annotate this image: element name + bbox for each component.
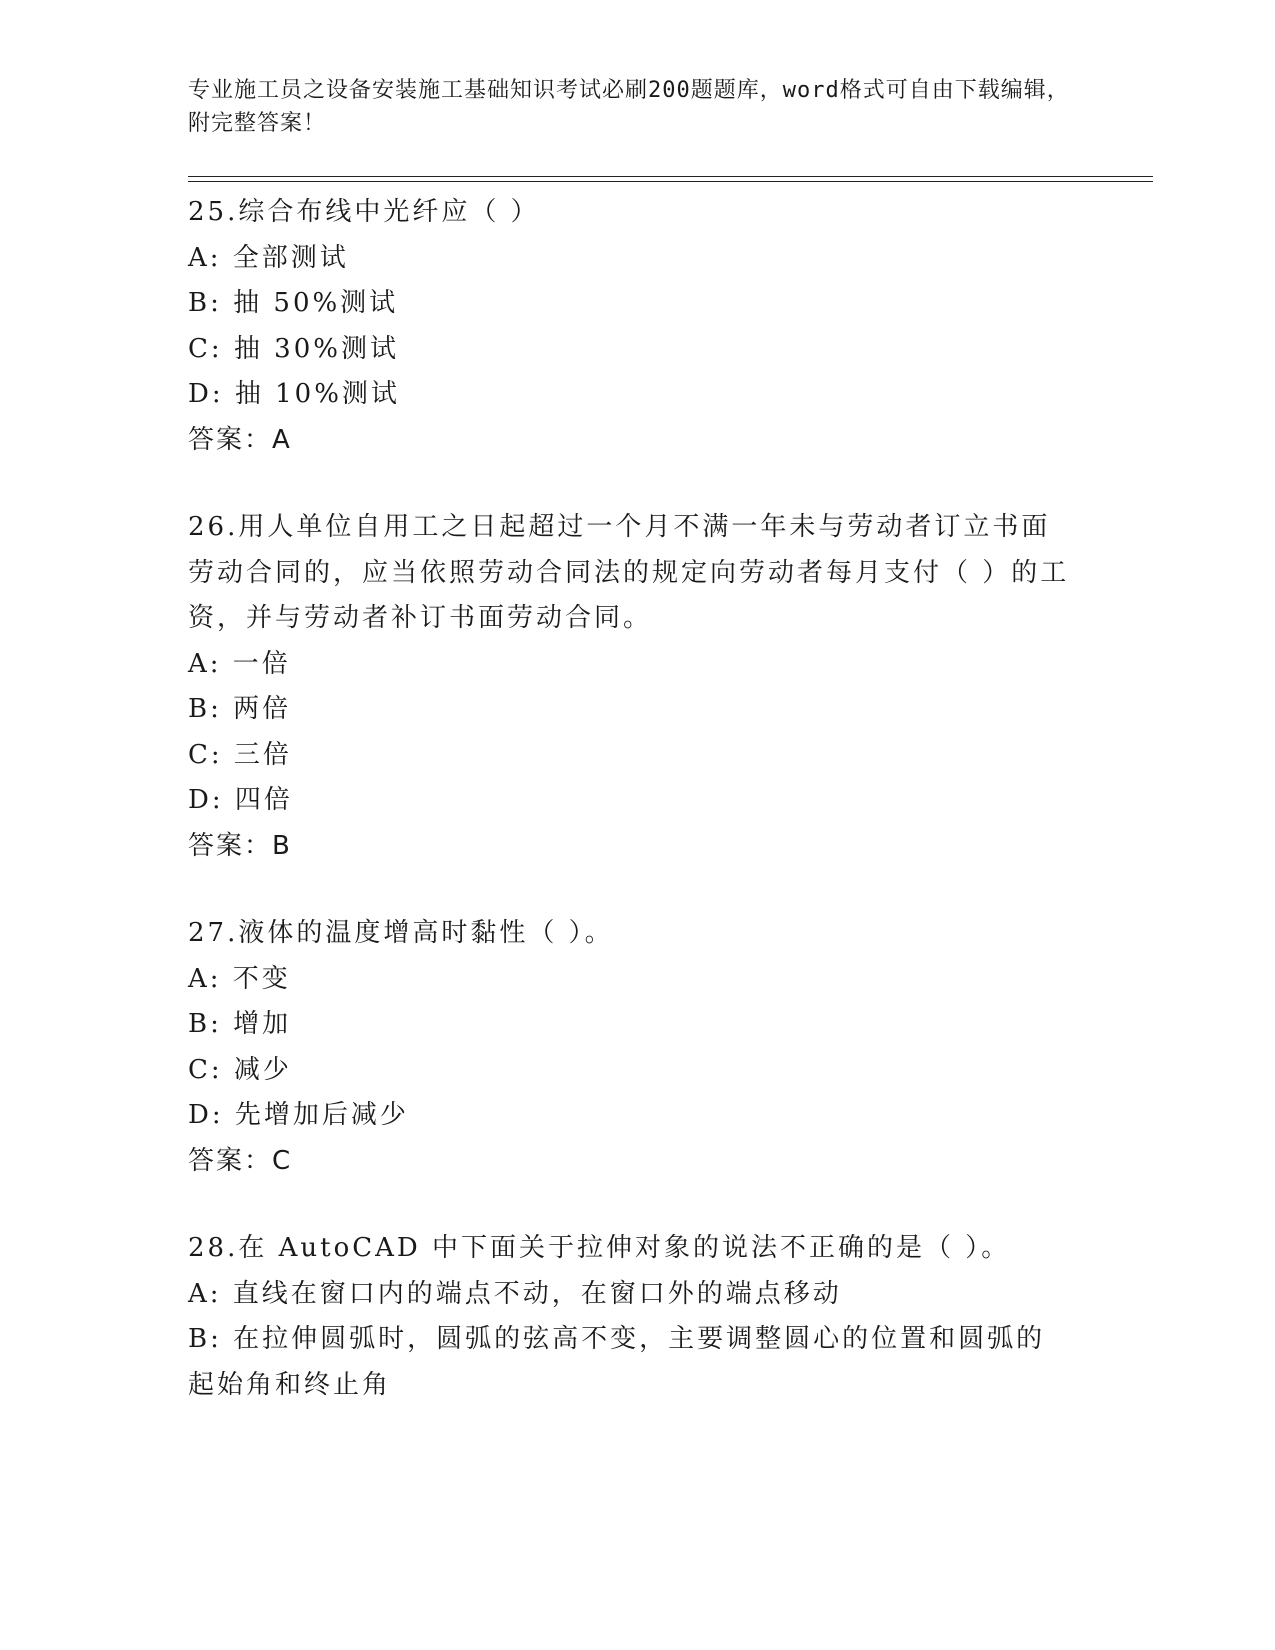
option-d: D: 抽 10%测试 <box>188 379 400 409</box>
option-d: D: 先增加后减少 <box>188 1100 409 1130</box>
document-header: 专业施工员之设备安装施工基础知识考试必刷200题题库，word格式可自由下载编辑，附完整答案！ <box>188 78 1070 136</box>
question-28 <box>188 1226 1088 1408</box>
option-a: A: 不变 <box>188 963 291 994</box>
question-stem: 26.用人单位自用工之日起超过一个月不满一年未与劳动者订立书面劳动合同的，应当依照劳动合同法的规定向劳动者每月支付（ ）的工资，并与劳动者补订书面劳动合同。 <box>188 512 1070 633</box>
option-c: C: 三倍 <box>188 739 292 770</box>
option-b: B: 两倍 <box>188 694 292 724</box>
header-divider-bottom <box>188 181 1153 182</box>
header-divider-top <box>188 176 1153 177</box>
option-a: A: 全部测试 <box>188 242 349 273</box>
question-26 <box>188 505 1088 869</box>
answer: 答案：C <box>188 1145 293 1176</box>
question-stem: 28.在 AutoCAD 中下面关于拉伸对象的说法不正确的是（ ）。 <box>188 1233 1011 1263</box>
answer: 答案：B <box>188 830 292 861</box>
answer: 答案：A <box>188 424 292 455</box>
option-b: B: 抽 50%测试 <box>188 288 399 318</box>
option-c: C: 抽 30%测试 <box>188 333 399 364</box>
question-stem: 27.液体的温度增高时黏性（ ）。 <box>188 918 614 948</box>
question-27 <box>188 911 1088 1184</box>
question-stem: 25.综合布线中光纤应（ ） <box>188 197 540 227</box>
option-d: D: 四倍 <box>188 785 293 815</box>
option-b: B: 在拉伸圆弧时，圆弧的弦高不变，主要调整圆心的位置和圆弧的起始角和终止角 <box>188 1324 1046 1400</box>
question-list <box>188 190 1088 1450</box>
question-25 <box>188 190 1088 463</box>
option-b: B: 增加 <box>188 1009 292 1039</box>
option-a: A: 一倍 <box>188 648 291 679</box>
option-c: C: 减少 <box>188 1054 292 1085</box>
option-a: A: 直线在窗口内的端点不动，在窗口外的端点移动 <box>188 1278 842 1309</box>
